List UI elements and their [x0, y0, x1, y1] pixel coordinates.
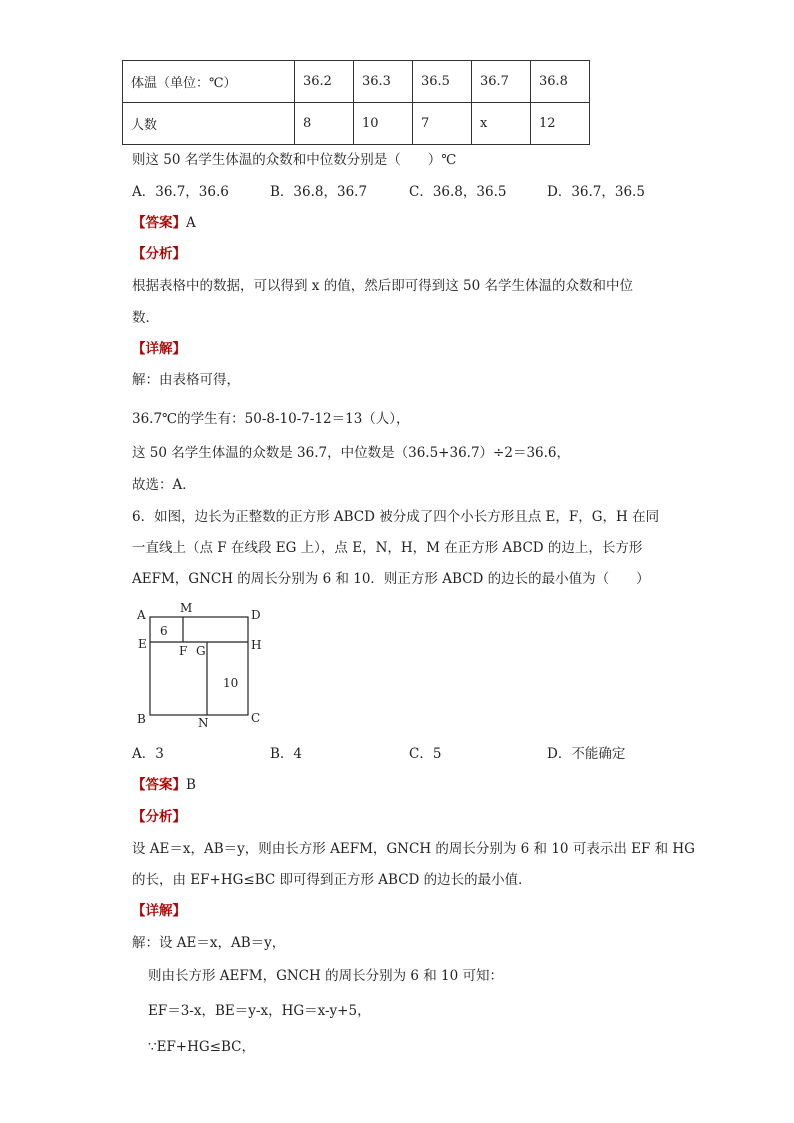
table-cell: 8 [295, 103, 354, 145]
square-figure [130, 598, 280, 733]
analysis-tag: 【分析】 [132, 246, 186, 262]
table-cell: 36.8 [531, 61, 590, 103]
answer-tag: 【答案】 [132, 777, 186, 793]
table-cell: x [472, 103, 531, 145]
q6-stem-line: AEFM，GNCH 的周长分别为 6 和 10．则正方形 ABCD 的边长的最小值为（ ） [132, 571, 650, 587]
q6-option-a: A．3 [132, 746, 164, 762]
q5-detail-line: 解：由表格可得， [132, 372, 240, 388]
q6-option-b: B．4 [270, 746, 303, 762]
q6-option-c: C．5 [409, 746, 442, 762]
q6-analysis-line: 的长，由 EF+HG≤BC 即可得到正方形 ABCD 的边长的最小值． [132, 872, 532, 888]
label-b: B [137, 712, 146, 726]
q5-option-c: C．36.8，36.5 [409, 184, 507, 200]
label-d: D [251, 608, 261, 622]
table-cell: 36.5 [413, 61, 472, 103]
q6-stem-line: 一直线上（点 F 在线段 EG 上），点 E，N，H，M 在正方形 ABCD 的边上，长方形 [132, 540, 643, 556]
q5-analysis-line: 数． [132, 310, 159, 326]
table-cell: 7 [413, 103, 472, 145]
q6-detail-line: 解：设 AE＝x，AB＝y， [132, 935, 286, 951]
detail-tag: 【详解】 [132, 903, 186, 919]
q6-answer [132, 775, 196, 795]
table-row [123, 61, 590, 103]
table-cell: 体温（单位：℃） [123, 61, 295, 103]
answer-value: B [186, 777, 196, 793]
temperature-table [122, 60, 590, 145]
table-cell: 36.3 [354, 61, 413, 103]
label-n: N [198, 716, 209, 730]
label-e: E [138, 637, 147, 651]
table-cell: 36.2 [295, 61, 354, 103]
q6-detail-line: EF＝3-x，BE＝y-x，HG＝x-y+5， [148, 1003, 371, 1019]
table-cell: 10 [354, 103, 413, 145]
label-g: G [196, 644, 206, 658]
analysis-tag: 【分析】 [132, 809, 186, 825]
q6-stem-line: 6．如图，边长为正整数的正方形 ABCD 被分成了四个小长方形且点 E，F，G，H 在同 [132, 509, 660, 525]
q5-detail-line: 这 50 名学生体温的众数是 36.7，中位数是（36.5+36.7）÷2＝36.6， [132, 445, 570, 461]
area-label-big: 10 [223, 676, 239, 690]
table-cell: 36.7 [472, 61, 531, 103]
q5-answer [132, 213, 196, 233]
q5-analysis-line: 根据表格中的数据，可以得到 x 的值，然后即可得到这 50 名学生体温的众数和中位 [132, 278, 633, 294]
q5-detail-line: 故选：A． [132, 477, 196, 493]
table-cell: 12 [531, 103, 590, 145]
q6-analysis-line: 设 AE＝x，AB＝y，则由长方形 AEFM，GNCH 的周长分别为 6 和 10 可表示出 EF 和 HG [132, 841, 695, 857]
q6-detail-line: 则由长方形 AEFM，GNCH 的周长分别为 6 和 10 可知： [148, 968, 504, 984]
q5-option-b: B．36.8，36.7 [270, 184, 368, 200]
answer-value: A [186, 215, 196, 231]
q6-detail-line: ∵EF+HG≤BC， [148, 1039, 255, 1055]
label-c: C [251, 711, 261, 725]
q5-detail-line: 36.7℃的学生有：50-8-10-7-12＝13（人）， [132, 411, 410, 427]
label-a: A [137, 608, 146, 622]
label-m: M [180, 601, 193, 615]
label-f: F [179, 644, 188, 658]
q5-option-a: A．36.7，36.6 [132, 184, 229, 200]
table-cell: 人数 [123, 103, 295, 145]
q6-option-d: D．不能确定 [547, 746, 626, 762]
q5-option-d: D．36.7，36.5 [547, 184, 645, 200]
q5-question: 则这 50 名学生体温的众数和中位数分别是（ ）℃ [132, 152, 457, 168]
table-row [123, 103, 590, 145]
answer-tag: 【答案】 [132, 215, 186, 231]
label-h: H [251, 638, 262, 652]
detail-tag: 【详解】 [132, 341, 186, 357]
area-label-small: 6 [160, 624, 168, 638]
